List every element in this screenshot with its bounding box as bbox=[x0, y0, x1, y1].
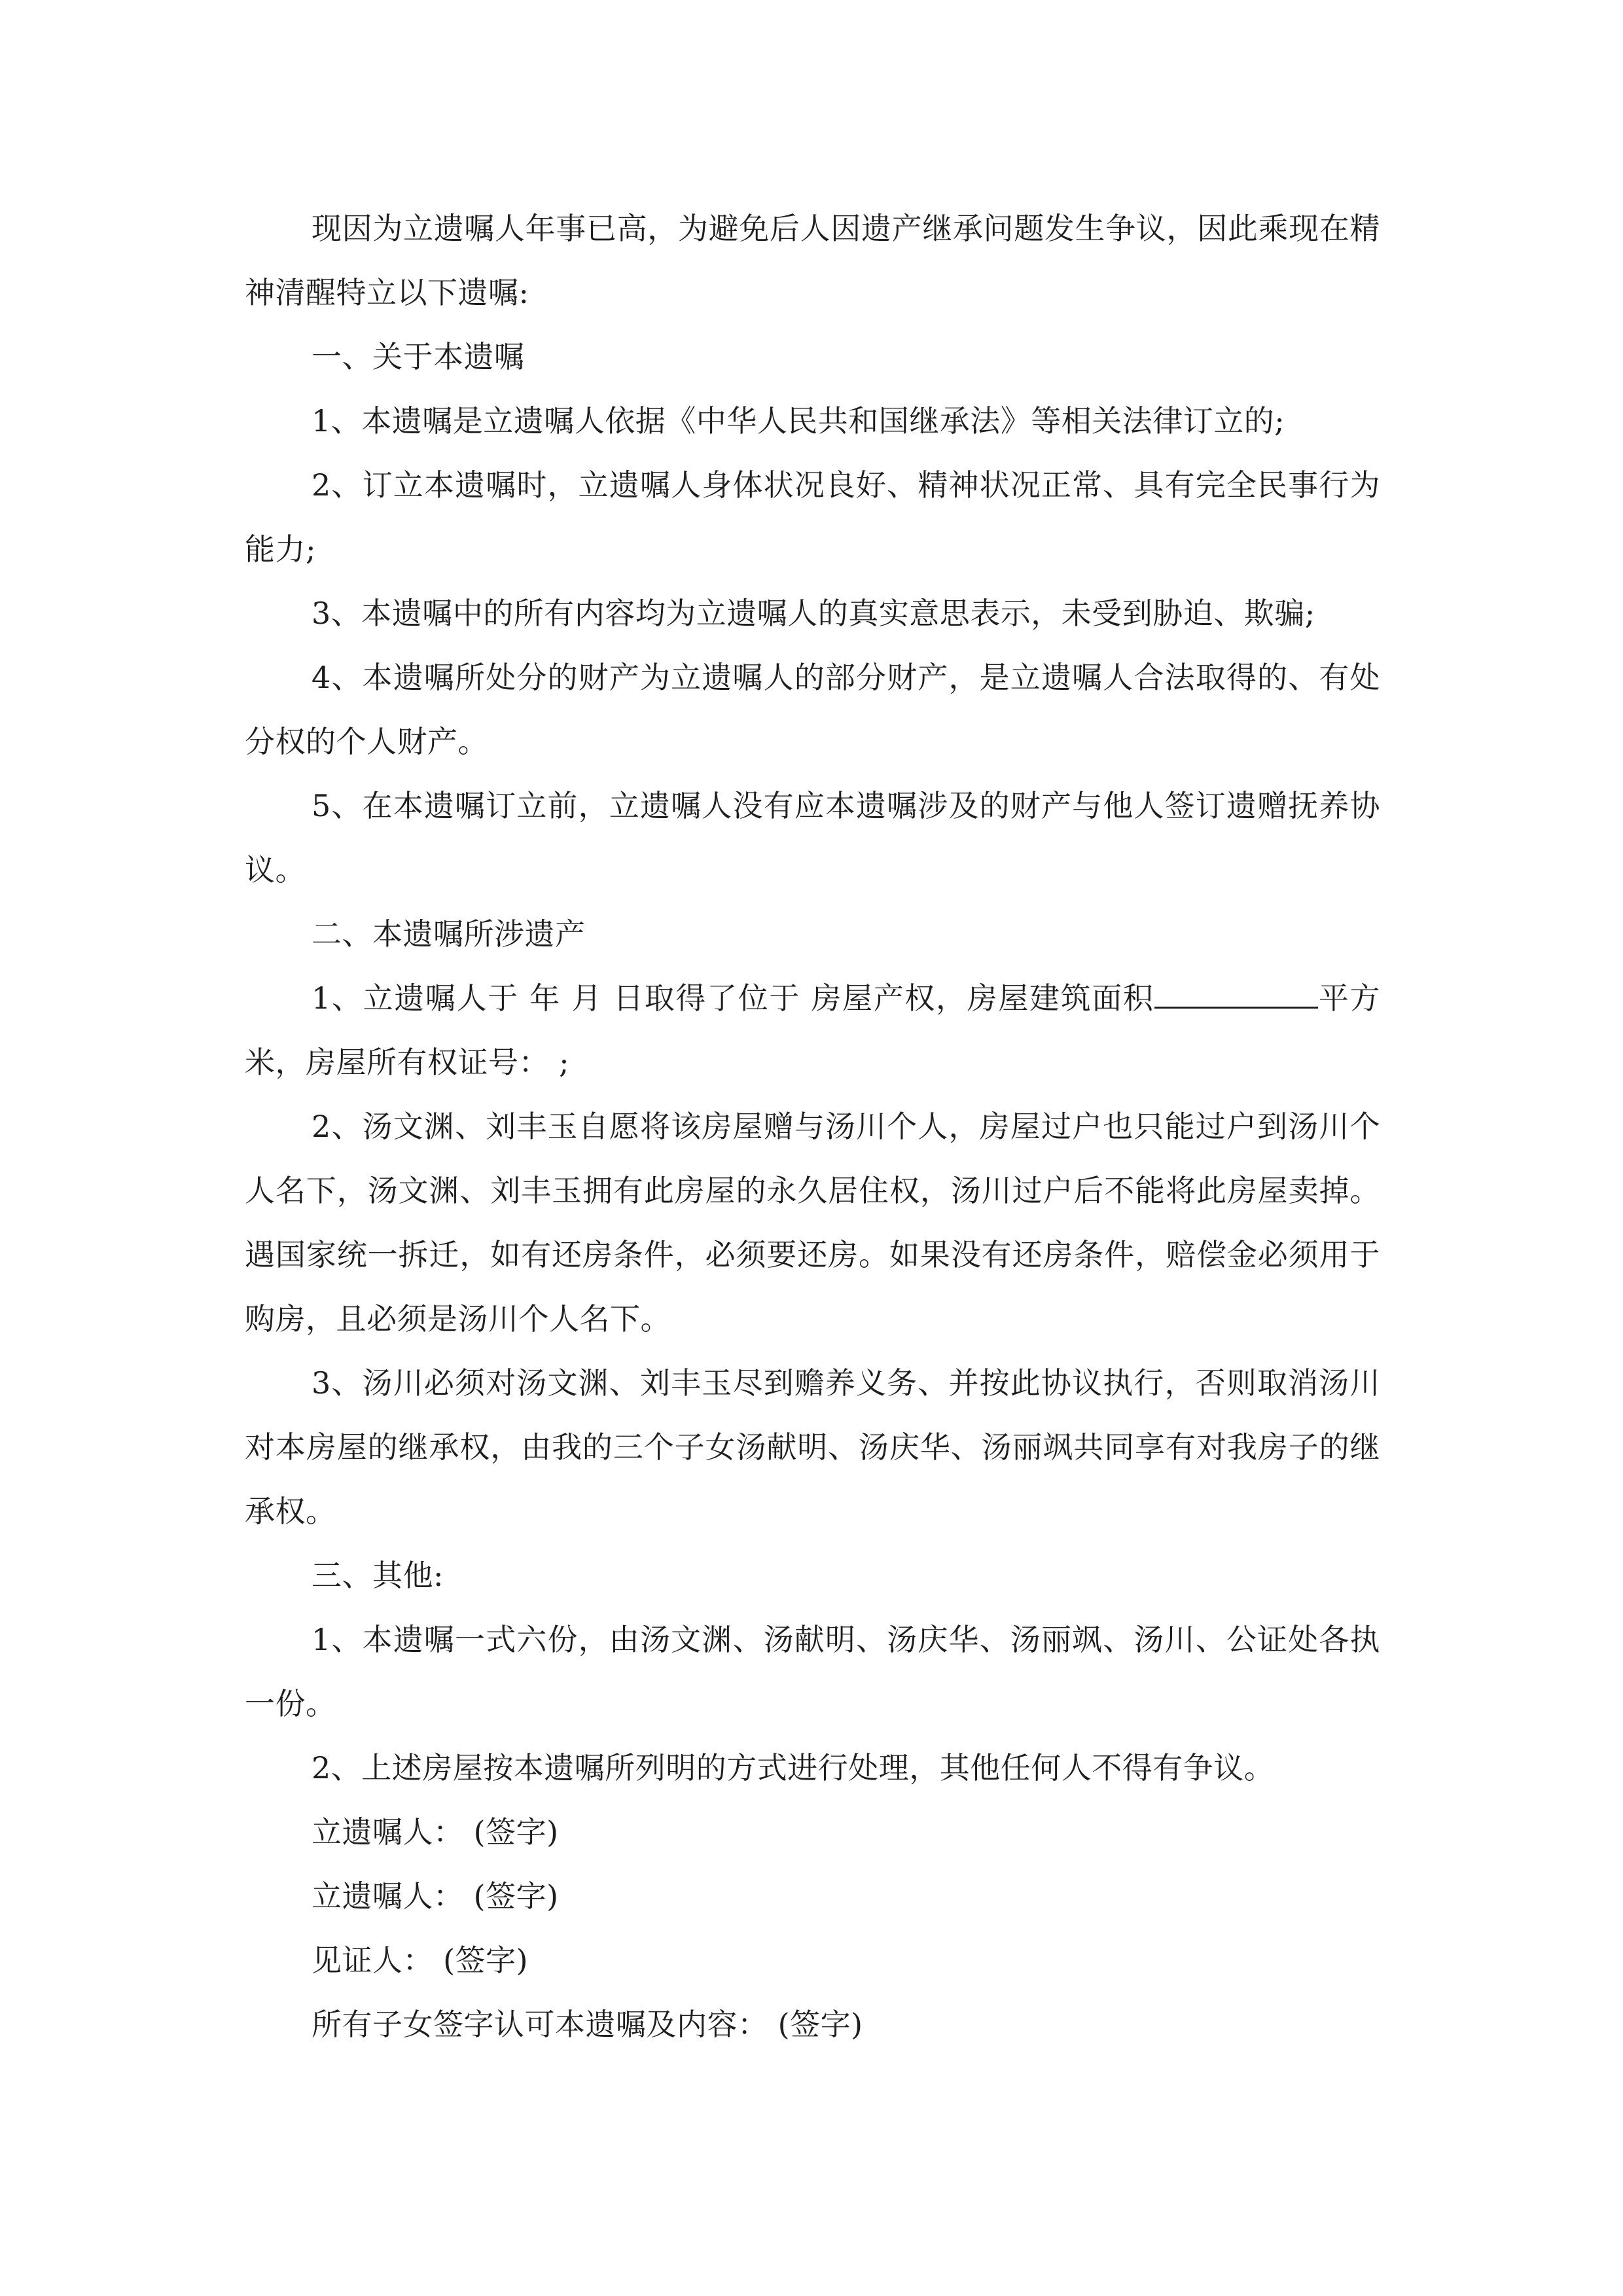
section3-item-1: 1、本遗嘱一式六份，由汤文渊、汤献明、汤庆华、汤丽飒、汤川、公证处各执一份。 bbox=[245, 1622, 1380, 1721]
signature-line-children: 所有子女签字认可本遗嘱及内容： (签字) bbox=[312, 2007, 863, 2042]
section-heading-1: 一、关于本遗嘱 bbox=[312, 339, 525, 374]
section1-item-4: 4、本遗嘱所处分的财产为立遗嘱人的部分财产，是立遗嘱人合法取得的、有处分权的个人财产。 bbox=[245, 660, 1380, 759]
signature-line-testator-2: 立遗嘱人： (签字) bbox=[312, 1878, 559, 1914]
section3-item-2: 2、上述房屋按本遗嘱所列明的方式进行处理，其他任何人不得有争议。 bbox=[312, 1750, 1275, 1785]
section2-item-1-text-b: 平方米，房屋所有权证号： ; bbox=[245, 980, 1380, 1080]
intro-paragraph: 现因为立遗嘱人年事已高，为避免后人因遗产继承问题发生争议，因此乘现在精神清醒特立以下遗嘱: bbox=[245, 211, 1380, 310]
section2-item-1-text-a: 1、立遗嘱人于 年 月 日取得了位于 房屋产权，房屋建筑面积 bbox=[312, 980, 1154, 1016]
section1-item-1: 1、本遗嘱是立遗嘱人依据《中华人民共和国继承法》等相关法律订立的; bbox=[312, 403, 1285, 439]
section2-item-1 bbox=[245, 966, 1380, 1094]
area-blank-line bbox=[1154, 967, 1318, 1009]
section-heading-3: 三、其他: bbox=[312, 1558, 444, 1593]
section2-item-2: 2、汤文渊、刘丰玉自愿将该房屋赠与汤川个人，房屋过户也只能过户到汤川个人名下，汤文渊、刘丰玉拥有此房屋的永久居住权，汤川过户后不能将此房屋卖掉。遇国家统一拆迁，如有还房条件，必须要还房。如果没有还房条件，赔偿金必须用于购房，且必须是汤川个人名下。 bbox=[245, 1109, 1380, 1336]
signature-line-witness: 见证人： (签字) bbox=[312, 1943, 529, 1978]
section2-item-3: 3、汤川必须对汤文渊、刘丰玉尽到赡养义务、并按此协议执行，否则取消汤川对本房屋的继承权，由我的三个子女汤献明、汤庆华、汤丽飒共同享有对我房子的继承权。 bbox=[245, 1365, 1380, 1529]
will-body bbox=[245, 196, 1380, 2056]
section1-item-3: 3、本遗嘱中的所有内容均为立遗嘱人的真实意思表示，未受到胁迫、欺骗; bbox=[312, 596, 1315, 631]
signature-line-testator-1: 立遗嘱人： (签字) bbox=[312, 1814, 559, 1850]
section1-item-2: 2、订立本遗嘱时，立遗嘱人身体状况良好、精神状况正常、具有完全民事行为能力; bbox=[245, 467, 1380, 567]
section1-item-5: 5、在本遗嘱订立前，立遗嘱人没有应本遗嘱涉及的财产与他人签订遗赠抚养协议。 bbox=[245, 788, 1380, 888]
section-heading-2: 二、本遗嘱所涉遗产 bbox=[312, 916, 586, 952]
